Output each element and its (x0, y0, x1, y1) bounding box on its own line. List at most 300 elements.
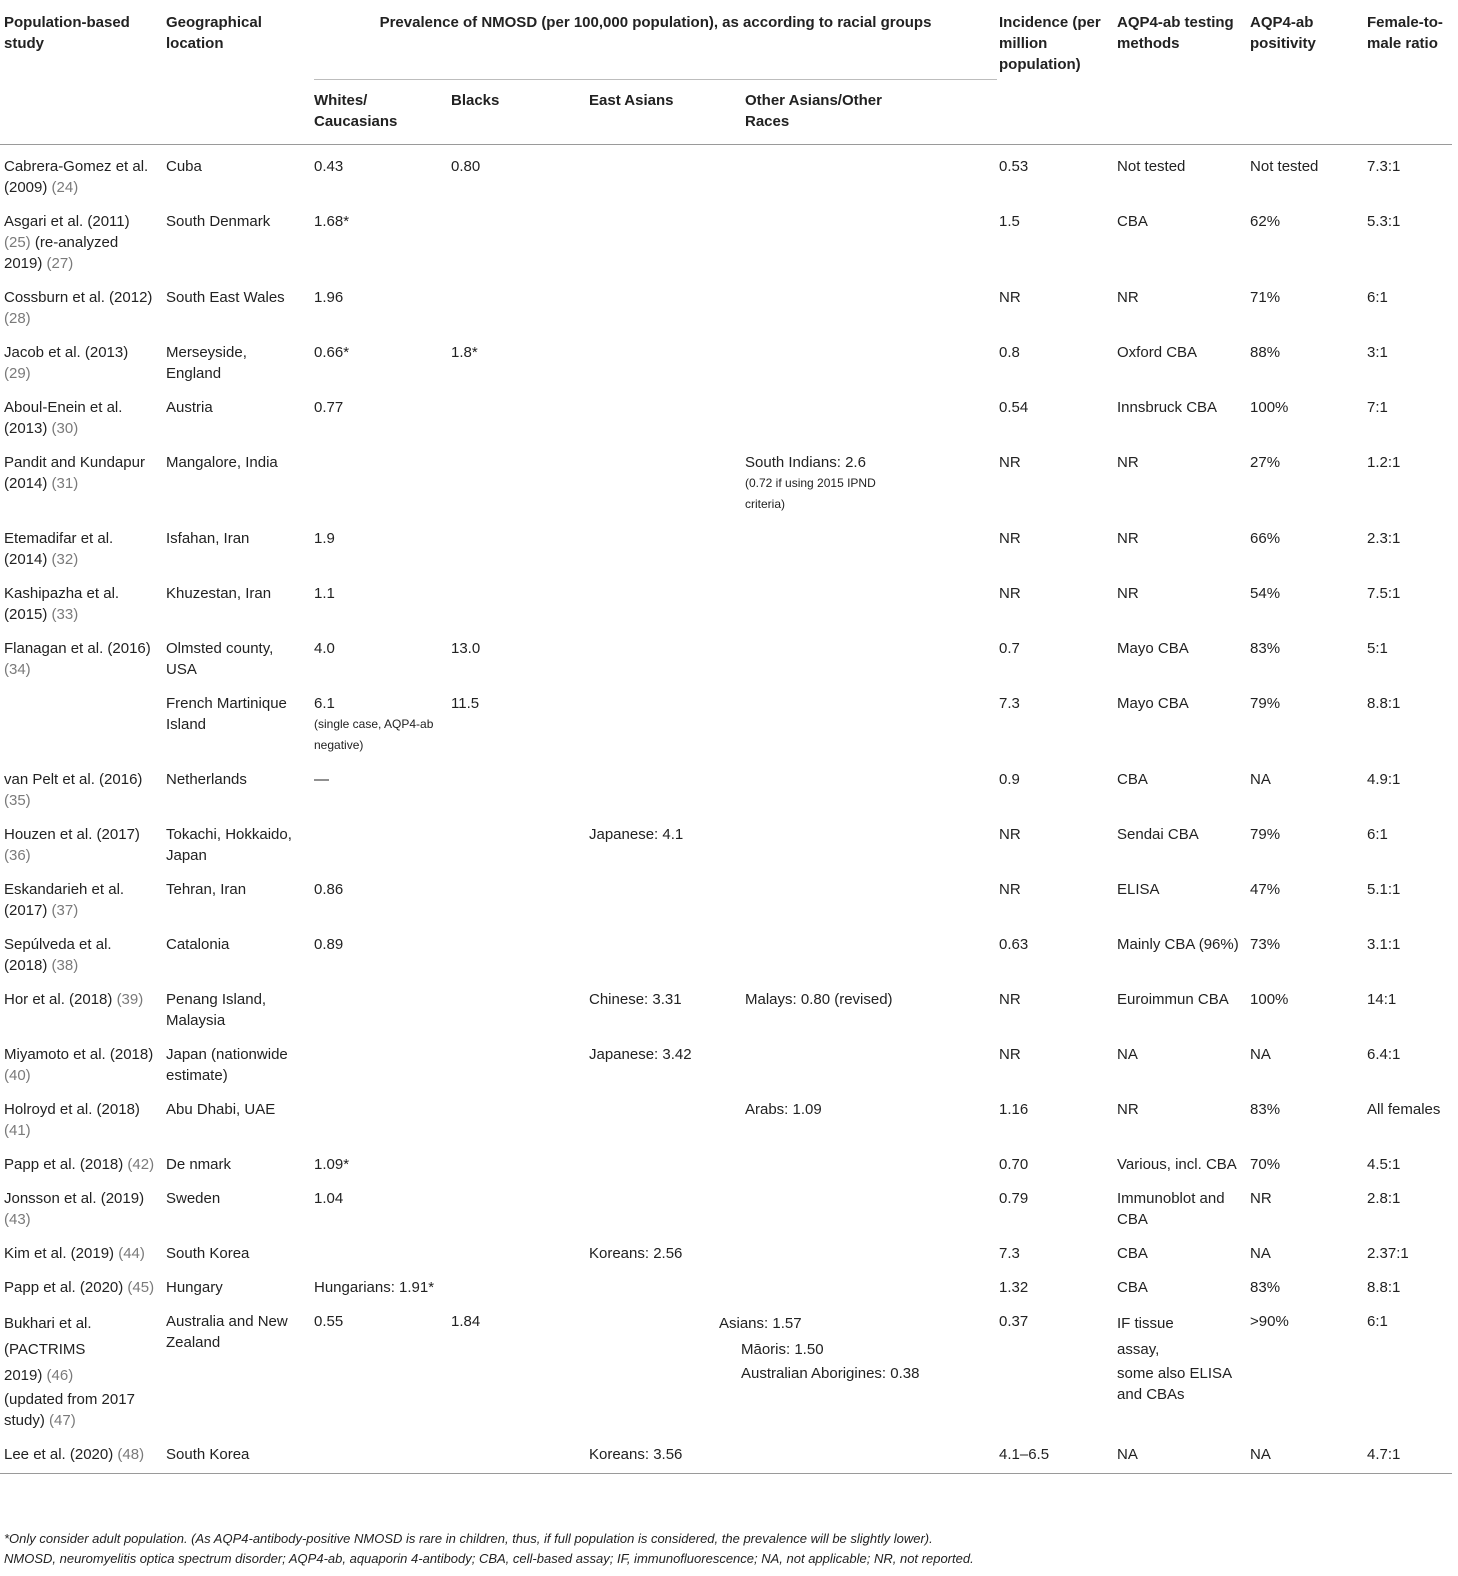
cell-whites (310, 441, 447, 517)
cell-ratio: 5:1 (1367, 640, 1388, 657)
table-row (0, 1433, 1452, 1474)
cell-ratio: All females (1367, 1101, 1441, 1118)
study-name: Asgari et al. (2011) (4, 213, 130, 230)
cell-positivity: >90% (1250, 1313, 1289, 1330)
footnote-abbreviations: NMOSD, neuromyelitis optica spectrum disorder; AQP4-ab, aquaporin 4-antibody; CBA, cell-based assay; IF, immunofluorescence; NA, not applicable; NR, not reported. (4, 1551, 974, 1566)
cell-blacks (447, 572, 585, 627)
table-row (0, 1177, 1452, 1232)
cell-east-asians (585, 627, 741, 682)
study-name: van Pelt et al. (2016) (4, 771, 143, 788)
cell-ratio: 8.8:1 (1367, 695, 1401, 712)
whites-value: 0.43 (314, 158, 344, 175)
cell-incidence: NR (999, 826, 1021, 843)
cell-methods: NR (1117, 530, 1139, 547)
study-name: Kim et al. (2019) (4, 1245, 115, 1262)
cell-positivity: 62% (1250, 213, 1281, 230)
study-reference: (25) (4, 234, 31, 251)
cell-east-asians (585, 1177, 741, 1232)
study-reference: (38) (51, 957, 79, 974)
cell-blacks (447, 386, 585, 441)
study-reference: (30) (51, 420, 79, 437)
cell-east-asians: Japanese: 3.42 (589, 1046, 692, 1063)
cell-blacks: 1.84 (451, 1313, 481, 1330)
cell-positivity: NA (1250, 1245, 1271, 1262)
cell-location: French Martinique Island (166, 695, 287, 733)
cell-ratio: 4.9:1 (1367, 771, 1401, 788)
table-header (0, 0, 1452, 145)
study-name: Jonsson et al. (2019) (4, 1190, 145, 1207)
cell-whites (310, 331, 447, 386)
whites-value: 0.66* (314, 344, 350, 361)
cell-positivity: 83% (1250, 1101, 1281, 1118)
cell-ratio: 1.2:1 (1367, 454, 1401, 471)
cell-east-asians (585, 1088, 741, 1143)
study-reference: (40) (4, 1067, 31, 1084)
cell-incidence: NR (999, 585, 1021, 602)
other-value: Australian Aborigines: 0.38 (741, 1365, 920, 1382)
cell-location: Tehran, Iran (166, 881, 247, 898)
cell-blacks (447, 1232, 585, 1266)
cell-positivity: 83% (1250, 1279, 1281, 1296)
cell-blacks (447, 813, 585, 868)
cell-study (0, 1143, 162, 1177)
cell-blacks (447, 868, 585, 923)
cell-east-asians (585, 758, 741, 813)
cell-incidence: NR (999, 530, 1021, 547)
cell-methods: Mayo CBA (1117, 695, 1189, 712)
cell-methods: CBA (1117, 771, 1148, 788)
other-value: South Indians: 2.6 (745, 454, 866, 471)
cell-methods: NA (1113, 1433, 1246, 1474)
study-reference: (48) (117, 1446, 145, 1463)
cell-study (0, 276, 162, 331)
cell-methods: Euroimmun CBA (1117, 991, 1229, 1008)
cell-blacks (447, 923, 585, 978)
cell-study (0, 145, 162, 201)
cell-blacks: 13.0 (451, 640, 481, 657)
cell-blacks (447, 978, 585, 1033)
cell-other-races (741, 441, 971, 517)
study-name: Etemadifar et al. (2014) (4, 530, 114, 568)
table-row (0, 1088, 1452, 1143)
header-whites: Whites/ Caucasians (310, 80, 447, 145)
cell-east-asians: Koreans: 2.56 (589, 1245, 683, 1262)
study-name: Pandit and Kundapur (2014) (4, 454, 145, 492)
cell-whites (310, 813, 447, 868)
whites-value: 1.1 (314, 585, 335, 602)
other-value: Māoris: 1.50 (741, 1341, 824, 1358)
cell-methods: NR (1117, 289, 1139, 306)
cell-incidence: 1.32 (999, 1279, 1029, 1296)
cell-methods: ELISA (1117, 881, 1160, 898)
cell-methods: Various, incl. CBA (1117, 1156, 1237, 1173)
cell-east-asians (585, 1300, 971, 1433)
cell-east-asians (585, 441, 741, 517)
cell-positivity: 79% (1250, 826, 1281, 843)
cell-study (0, 923, 162, 978)
cell-location: Tokachi, Hokkaido, Japan (166, 826, 292, 864)
method-value: IF tissue (1117, 1315, 1174, 1332)
cell-positivity: 27% (1250, 454, 1281, 471)
footnote-adult: *Only consider adult population. (As AQP4-antibody-positive NMOSD is rare in children, thus, if full population is considered, the prevalence will be slightly lower). (4, 1531, 933, 1546)
whites-value: 1.9 (314, 530, 335, 547)
cell-other-races (741, 1232, 971, 1266)
cell-location: South East Wales (166, 289, 285, 306)
table-row (0, 1033, 1452, 1088)
cell-other-races (741, 758, 971, 813)
cell-blacks: 11.5 (451, 695, 480, 712)
cell-east-asians (585, 276, 741, 331)
cell-methods: Mainly CBA (96%) (1117, 936, 1239, 953)
cell-location: Mangalore, India (166, 454, 278, 471)
cell-ratio: 6:1 (1367, 1313, 1388, 1330)
cell-incidence: 7.3 (999, 695, 1020, 712)
cell-whites (310, 1088, 447, 1143)
study-name: Houzen et al. (2017) (4, 826, 140, 843)
cell-methods: Not tested (1117, 158, 1186, 175)
study-reference: (36) (4, 847, 31, 864)
header-ratio: Female-to-male ratio (1363, 0, 1452, 145)
header-study: Population-based study (0, 0, 162, 145)
table-row (0, 517, 1452, 572)
cell-whites (310, 627, 447, 682)
cell-east-asians (585, 1143, 741, 1177)
study-reference: (43) (4, 1211, 31, 1228)
study-name: Bukhari et al. (4, 1315, 92, 1332)
cell-other-races (741, 386, 971, 441)
cell-location: Abu Dhabi, UAE (166, 1101, 276, 1118)
study-reference: (47) (49, 1412, 76, 1429)
cell-blacks (447, 517, 585, 572)
cell-blacks (447, 200, 585, 276)
cell-incidence: 4.1–6.5 (971, 1433, 1113, 1474)
table-row (0, 868, 1452, 923)
cell-positivity: NA (1246, 1433, 1363, 1474)
cell-ratio: 7:1 (1367, 399, 1388, 416)
cell-location: Japan (nationwide estimate) (166, 1046, 288, 1084)
cell-blacks (447, 1033, 585, 1088)
cell-positivity: 100% (1250, 399, 1289, 416)
whites-value: 0.89 (314, 936, 344, 953)
cell-location: South Denmark (166, 213, 271, 230)
cell-location: De nmark (166, 1156, 232, 1173)
study-reference: (32) (51, 551, 79, 568)
study-name: Sepúlveda et al. (2018) (4, 936, 112, 974)
header-prevalence: Prevalence of NMOSD (per 100,000 population), as according to racial groups (310, 0, 971, 80)
study-reference: (44) (118, 1245, 145, 1262)
cell-whites (310, 276, 447, 331)
cell-other-races (741, 145, 971, 201)
other-value: Asians: 1.57 (719, 1315, 802, 1332)
whites-value: 1.68* (314, 213, 350, 230)
cell-blacks (447, 758, 585, 813)
cell-blacks (447, 1433, 585, 1474)
cell-incidence: 0.37 (999, 1313, 1029, 1330)
cell-east-asians (585, 1266, 741, 1300)
table-row (0, 145, 1452, 201)
cell-positivity: 83% (1250, 640, 1281, 657)
cell-east-asians (585, 200, 741, 276)
cell-whites (310, 386, 447, 441)
cell-study (0, 441, 162, 517)
cell-east-asians (585, 145, 741, 201)
cell-methods: NR (1117, 1101, 1139, 1118)
table-row (0, 1143, 1452, 1177)
cell-ratio: 4.7:1 (1363, 1433, 1452, 1474)
study-reference: (24) (51, 179, 79, 196)
cell-location: South Korea (166, 1245, 250, 1262)
cell-study (0, 1177, 162, 1232)
cell-ratio: 2.8:1 (1367, 1190, 1401, 1207)
cell-ratio: 6.4:1 (1367, 1046, 1401, 1063)
whites-value: 0.77 (314, 399, 344, 416)
cell-other-races (741, 813, 971, 868)
cell-other-races (741, 276, 971, 331)
cell-positivity: 54% (1250, 585, 1281, 602)
cell-whites (310, 200, 447, 276)
cell-study (0, 868, 162, 923)
other-value: Malays: 0.80 (revised) (745, 991, 893, 1008)
cell-whites (310, 1143, 447, 1177)
cell-whites (310, 682, 447, 758)
header-blacks: Blacks (447, 80, 585, 145)
cell-positivity: NR (1250, 1190, 1272, 1207)
method-value: assay, (1117, 1341, 1160, 1358)
cell-whites (310, 978, 447, 1033)
cell-whites (310, 868, 447, 923)
cell-location: Austria (166, 399, 213, 416)
cell-ratio: 2.37:1 (1367, 1245, 1409, 1262)
cell-incidence: 0.9 (999, 771, 1020, 788)
header-positivity: AQP4-ab positivity (1246, 0, 1363, 145)
cell-incidence: NR (999, 991, 1021, 1008)
cell-ratio: 5.3:1 (1367, 213, 1401, 230)
cell-whites (310, 1266, 447, 1300)
cell-other-races (741, 1266, 971, 1300)
cell-methods: CBA (1117, 1245, 1148, 1262)
cell-study (0, 978, 162, 1033)
cell-east-asians: Koreans: 3.56 (585, 1433, 741, 1474)
cell-location: Hungary (166, 1279, 223, 1296)
cell-incidence: 1.5 (999, 213, 1020, 230)
cell-study (0, 1266, 162, 1300)
study-name: Papp et al. (2018) (4, 1156, 124, 1173)
whites-value: Hungarians: 1.91* (314, 1279, 435, 1296)
cell-whites (310, 1232, 447, 1266)
cell-methods: Oxford CBA (1117, 344, 1198, 361)
study-name: Lee et al. (2020) (4, 1446, 114, 1463)
study-name: Hor et al. (2018) (4, 991, 113, 1008)
cell-study (0, 1300, 162, 1433)
study-name: Cabrera-Gomez et al. (2009) (4, 158, 149, 196)
cell-other-races (741, 868, 971, 923)
cell-methods: CBA (1117, 1279, 1148, 1296)
cell-positivity: NA (1250, 771, 1271, 788)
cell-east-asians (585, 572, 741, 627)
cell-incidence: 0.8 (999, 344, 1020, 361)
cell-study (0, 572, 162, 627)
cell-ratio: 5.1:1 (1367, 881, 1401, 898)
cell-whites: 0.55 (314, 1313, 344, 1330)
study-name: Miyamoto et al. (2018) (4, 1046, 154, 1063)
study-reference: (28) (4, 310, 31, 327)
cell-positivity: 66% (1250, 530, 1281, 547)
study-reference: (46) (46, 1367, 74, 1384)
cell-other-races (741, 1033, 971, 1088)
cell-other-races (741, 978, 971, 1033)
table-row (0, 978, 1452, 1033)
cell-ratio: 7.5:1 (1367, 585, 1401, 602)
cell-incidence: 0.79 (999, 1190, 1029, 1207)
table-row (0, 441, 1452, 517)
whites-value: 0.86 (314, 881, 344, 898)
cell-methods: Sendai CBA (1117, 826, 1199, 843)
cell-ratio: 6:1 (1367, 826, 1388, 843)
study-name: (PACTRIMS (4, 1341, 86, 1358)
cell-east-asians (585, 682, 741, 758)
table-row (0, 923, 1452, 978)
cell-whites (310, 145, 447, 201)
cell-positivity: 47% (1250, 881, 1281, 898)
cell-study (0, 627, 162, 682)
cell-positivity: 100% (1250, 991, 1289, 1008)
cell-east-asians: Japanese: 4.1 (589, 826, 684, 843)
cell-study (0, 1033, 162, 1088)
cell-location: Sweden (166, 1190, 221, 1207)
cell-other-races (741, 923, 971, 978)
table-row (0, 572, 1452, 627)
cell-positivity: 73% (1250, 936, 1281, 953)
cell-blacks (447, 1266, 585, 1300)
cell-incidence: 1.16 (999, 1101, 1029, 1118)
cell-incidence: 0.7 (999, 640, 1020, 657)
cell-blacks (447, 1088, 585, 1143)
study-name: Kashipazha et al. (2015) (4, 585, 120, 623)
table-row (0, 758, 1452, 813)
cell-whites (310, 572, 447, 627)
cell-positivity: NA (1250, 1046, 1271, 1063)
cell-incidence: 0.54 (999, 399, 1029, 416)
cell-methods: CBA (1117, 213, 1148, 230)
cell-positivity: 71% (1250, 289, 1281, 306)
cell-location: Penang Island, Malaysia (166, 991, 267, 1029)
study-name: Jacob et al. (2013) (4, 344, 129, 361)
table-row (0, 331, 1452, 386)
study-name: Aboul-Enein et al. (2013) (4, 399, 123, 437)
study-reference: (41) (4, 1122, 31, 1139)
cell-study (0, 1088, 162, 1143)
cell-study (0, 682, 162, 758)
table-row (0, 386, 1452, 441)
cell-study (0, 813, 162, 868)
cell-east-asians (585, 517, 741, 572)
cell-east-asians (585, 386, 741, 441)
cell-study (0, 200, 162, 276)
cell-blacks (447, 1177, 585, 1232)
table-row (0, 627, 1452, 682)
table-row (0, 1300, 1452, 1433)
cell-incidence: NR (999, 289, 1021, 306)
study-reference: (37) (51, 902, 79, 919)
cell-location: Catalonia (166, 936, 230, 953)
table-row (0, 1232, 1452, 1266)
cell-east-asians (585, 923, 741, 978)
study-name: Holroyd et al. (2018) (4, 1101, 140, 1118)
cell-east-asians (585, 331, 741, 386)
study-reference: (39) (116, 991, 144, 1008)
study-reference: (31) (51, 475, 79, 492)
cell-methods (1113, 1300, 1246, 1433)
cell-methods: NA (1117, 1046, 1138, 1063)
cell-ratio: 6:1 (1367, 289, 1388, 306)
cell-positivity: 70% (1250, 1156, 1281, 1173)
cell-other-races (741, 200, 971, 276)
header-east-asians: East Asians (585, 80, 741, 145)
cell-ratio: 3:1 (1367, 344, 1388, 361)
study-reference: (27) (46, 255, 74, 272)
whites-value: 1.09* (314, 1156, 350, 1173)
whites-value: 1.96 (314, 289, 344, 306)
cell-location: Netherlands (166, 771, 247, 788)
cell-study (0, 1433, 162, 1474)
cell-incidence: 7.3 (999, 1245, 1020, 1262)
cell-ratio: 2.3:1 (1367, 530, 1401, 547)
cell-study (0, 1232, 162, 1266)
cell-whites (310, 1177, 447, 1232)
cell-location: Australia and New Zealand (166, 1313, 288, 1351)
cell-incidence: NR (999, 881, 1021, 898)
cell-methods: NR (1117, 454, 1139, 471)
cell-other-races (741, 1433, 971, 1474)
study-name: 2019) (4, 1367, 43, 1384)
cell-positivity: 88% (1250, 344, 1281, 361)
table-body (0, 145, 1452, 1474)
cell-other-races (741, 682, 971, 758)
cell-ratio: 8.8:1 (1367, 1279, 1401, 1296)
cell-location: Isfahan, Iran (166, 530, 250, 547)
study-name: Eskandarieh et al. (2017) (4, 881, 125, 919)
cell-incidence: 0.53 (999, 158, 1029, 175)
cell-location: Merseyside, England (166, 344, 247, 382)
cell-methods: Innsbruck CBA (1117, 399, 1218, 416)
cell-blacks (447, 441, 585, 517)
cell-whites (310, 1033, 447, 1088)
header-location: Geographical location (162, 0, 310, 145)
whites-value: 1.04 (314, 1190, 344, 1207)
cell-incidence: NR (999, 454, 1021, 471)
study-reference: (45) (127, 1279, 155, 1296)
table-row (0, 1266, 1452, 1300)
other-note: (0.72 if using 2015 IPND criteria) (745, 476, 876, 511)
cell-other-races (741, 627, 971, 682)
whites-value: 6.1 (314, 695, 335, 712)
cell-other-races (741, 1177, 971, 1232)
cell-east-asians (585, 868, 741, 923)
cell-blacks (447, 276, 585, 331)
cell-blacks: 0.80 (451, 158, 481, 175)
cell-methods: NR (1117, 585, 1139, 602)
study-name: Cossburn et al. (2012) (4, 289, 153, 306)
study-reference: (33) (51, 606, 79, 623)
cell-location: Khuzestan, Iran (166, 585, 272, 602)
cell-study (0, 517, 162, 572)
table-row (0, 682, 1452, 758)
cell-blacks: 1.8* (451, 344, 478, 361)
cell-east-asians: Chinese: 3.31 (589, 991, 682, 1008)
cell-ratio: 14:1 (1367, 991, 1397, 1008)
cell-other-races (741, 572, 971, 627)
cell-whites (310, 758, 447, 813)
